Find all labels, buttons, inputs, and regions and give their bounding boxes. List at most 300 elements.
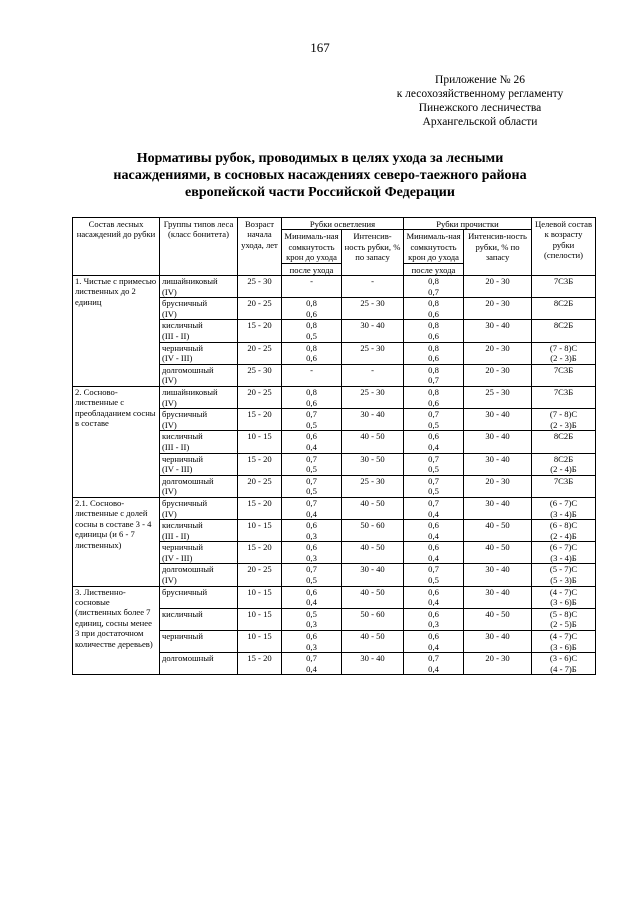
- thinning-intensity-cell: 30 - 40: [464, 586, 532, 608]
- header-target-composition: Целевой состав к возрасту рубки (спелости): [532, 218, 596, 276]
- target-composition-cell: [532, 431, 596, 453]
- clearing-density-cell-line: 0,6: [306, 431, 317, 442]
- thinning-density-cell: [404, 520, 464, 542]
- forest-type-cell-line: (IV - III): [162, 552, 193, 563]
- clearing-density-cell-line: -: [310, 276, 313, 287]
- target-composition-cell-line: [534, 309, 593, 320]
- target-composition-cell-line: [534, 486, 593, 497]
- header-min-density: Минималь-ная сомкнутость крон до ухода: [282, 230, 342, 263]
- target-composition-cell-line: 7С3Б: [553, 364, 574, 375]
- thinning-density-cell-line: 0,8: [428, 364, 439, 375]
- forest-type-cell: [160, 453, 238, 475]
- thinning-density-cell: [404, 298, 464, 320]
- forest-type-cell-line: лишайниковый: [162, 276, 218, 287]
- thinning-intensity-cell: 20 - 30: [464, 276, 532, 298]
- start-age-cell: 15 - 20: [238, 453, 282, 475]
- forest-type-cell: [160, 586, 238, 608]
- clearing-density-cell-line: 0,3: [306, 552, 317, 563]
- thinning-intensity-cell: 20 - 30: [464, 298, 532, 320]
- clearing-intensity-cell: -: [342, 364, 404, 386]
- forest-type-cell: [160, 386, 238, 408]
- forest-type-cell-line: (IV - III): [162, 464, 193, 475]
- clearing-density-cell-line: 0,4: [306, 597, 317, 608]
- forest-type-cell-line: [162, 619, 235, 630]
- thinning-intensity-cell: 20 - 30: [464, 364, 532, 386]
- title-line: европейской части Российской Федерации: [185, 185, 455, 200]
- clearing-density-cell-line: 0,3: [306, 641, 317, 652]
- forest-type-cell-line: (IV): [162, 286, 177, 297]
- thinning-density-cell-line: 0,4: [428, 597, 439, 608]
- thinning-density-cell: [404, 431, 464, 453]
- target-composition-cell-line: (7 - 8)С: [549, 342, 578, 353]
- clearing-density-cell: [282, 320, 342, 342]
- start-age-cell: 15 - 20: [238, 653, 282, 675]
- thinning-intensity-cell: 30 - 40: [464, 320, 532, 342]
- forest-type-cell: [160, 431, 238, 453]
- thinning-density-cell-line: 0,4: [428, 552, 439, 563]
- clearing-density-cell-line: 0,6: [306, 631, 317, 642]
- header-start-age: Возраст начала ухода, лет: [238, 218, 282, 276]
- forest-type-cell-line: (III - II): [162, 441, 190, 452]
- header-composition: Состав лесных насаждений до рубки: [73, 218, 160, 276]
- forest-type-cell: [160, 542, 238, 564]
- clearing-density-cell: [282, 564, 342, 586]
- appendix-line: к лесохозяйственному регламенту: [396, 88, 564, 100]
- thinning-density-cell-line: 0,6: [428, 631, 439, 642]
- target-composition-cell-line: (5 - 7)С: [549, 564, 578, 575]
- thinning-density-cell: [404, 542, 464, 564]
- forest-type-cell-line: долгомошный: [162, 475, 214, 486]
- table-row: [73, 276, 596, 298]
- table-header: [73, 218, 596, 276]
- clearing-intensity-cell: 30 - 40: [342, 653, 404, 675]
- clearing-density-cell: [282, 386, 342, 408]
- forest-type-cell: [160, 653, 238, 675]
- target-composition-cell: [532, 475, 596, 497]
- header-thinning: Рубки прочистки: [404, 218, 532, 230]
- clearing-density-cell: [282, 520, 342, 542]
- clearing-density-cell-line: 0,8: [306, 298, 317, 309]
- target-composition-cell: [532, 564, 596, 586]
- thinning-intensity-cell: 40 - 50: [464, 520, 532, 542]
- start-age-cell: 20 - 25: [238, 564, 282, 586]
- forest-type-cell: [160, 608, 238, 630]
- clearing-density-cell-line: 0,7: [306, 453, 317, 464]
- clearing-intensity-cell: 40 - 50: [342, 497, 404, 519]
- clearing-density-cell-line: 0,6: [306, 586, 317, 597]
- clearing-intensity-cell: 25 - 30: [342, 475, 404, 497]
- forest-type-cell-line: (IV): [162, 419, 177, 430]
- start-age-cell: 20 - 25: [238, 342, 282, 364]
- target-composition-cell-line: (5 - 8)С: [549, 608, 578, 619]
- clearing-density-cell: [282, 409, 342, 431]
- title-line: Нормативы рубок, проводимых в целях ухода за лесными: [136, 151, 504, 166]
- table-body: [73, 276, 596, 675]
- forest-type-cell: [160, 276, 238, 298]
- thinning-intensity-cell: 30 - 40: [464, 453, 532, 475]
- clearing-density-cell: [282, 453, 342, 475]
- target-composition-cell-line: 8С2Б: [553, 320, 574, 331]
- clearing-density-cell-line: 0,6: [306, 308, 317, 319]
- target-composition-cell-line: 8С2Б: [553, 298, 574, 309]
- forest-type-cell-line: кисличный: [162, 608, 203, 619]
- forest-type-cell-line: черничный: [162, 631, 203, 642]
- thinning-density-cell-line: 0,7: [428, 409, 439, 420]
- target-composition-cell-line: [534, 442, 593, 453]
- thinning-density-cell-line: 0,6: [428, 308, 439, 319]
- clearing-density-cell: [282, 342, 342, 364]
- start-age-cell: 20 - 25: [238, 298, 282, 320]
- forest-type-cell-line: (IV): [162, 397, 177, 408]
- forest-type-cell-line: брусничный: [162, 409, 208, 420]
- thinning-density-cell-line: 0,5: [428, 486, 439, 497]
- clearing-density-cell-line: 0,6: [306, 542, 317, 553]
- thinning-density-cell: [404, 608, 464, 630]
- clearing-intensity-cell: 30 - 40: [342, 320, 404, 342]
- title-line: насаждениями, в сосновых насаждениях северо-таежного района: [113, 168, 527, 183]
- thinning-intensity-cell: 40 - 50: [464, 542, 532, 564]
- thinning-density-cell-line: 0,6: [428, 608, 439, 619]
- thinning-intensity-cell: 30 - 40: [464, 564, 532, 586]
- target-composition-cell-line: [534, 375, 593, 386]
- forest-type-cell-line: [162, 642, 235, 653]
- appendix-line: Пинежского лесничества: [418, 102, 542, 114]
- clearing-density-cell-line: 0,7: [306, 497, 317, 508]
- target-composition-cell-line: [534, 331, 593, 342]
- clearing-intensity-cell: 40 - 50: [342, 431, 404, 453]
- clearing-density-cell: [282, 364, 342, 386]
- thinning-density-cell-line: 0,5: [428, 419, 439, 430]
- header-after-care: после ухода: [404, 263, 464, 275]
- thinning-density-cell: [404, 497, 464, 519]
- start-age-cell: 25 - 30: [238, 276, 282, 298]
- thinning-density-cell-line: 0,3: [428, 619, 439, 630]
- start-age-cell: 10 - 15: [238, 520, 282, 542]
- thinning-density-cell-line: 0,6: [428, 397, 439, 408]
- clearing-density-cell: [282, 298, 342, 320]
- clearing-density-cell-line: 0,8: [306, 342, 317, 353]
- clearing-density-cell-line: 0,5: [306, 575, 317, 586]
- thinning-density-cell: [404, 386, 464, 408]
- clearing-density-cell-line: 0,7: [306, 409, 317, 420]
- target-composition-cell-line: [534, 398, 593, 409]
- target-composition-cell: [532, 364, 596, 386]
- thinning-density-cell-line: 0,6: [428, 431, 439, 442]
- thinning-density-cell: [404, 631, 464, 653]
- document-title: [100, 150, 540, 201]
- forest-type-cell-line: (IV - III): [162, 353, 193, 364]
- appendix-note: [360, 73, 600, 129]
- header-forest-type: Группы типов леса (класс бонитета): [160, 218, 238, 276]
- start-age-cell: 10 - 15: [238, 631, 282, 653]
- target-composition-cell: [532, 320, 596, 342]
- forest-type-cell-line: (IV): [162, 486, 177, 497]
- thinning-intensity-cell: 20 - 30: [464, 475, 532, 497]
- target-composition-cell-line: (2 - 4)Б: [550, 530, 577, 541]
- forest-type-cell-line: (IV): [162, 308, 177, 319]
- clearing-density-cell-line: 0,6: [306, 397, 317, 408]
- forest-type-cell-line: (IV): [162, 508, 177, 519]
- appendix-line: Приложение № 26: [435, 74, 525, 86]
- start-age-cell: 25 - 30: [238, 364, 282, 386]
- clearing-density-cell-line: 0,4: [306, 441, 317, 452]
- header-clearing: Рубки осветления: [282, 218, 404, 230]
- thinning-intensity-cell: 40 - 50: [464, 608, 532, 630]
- target-composition-cell-line: 7С3Б: [553, 276, 574, 287]
- thinning-density-cell-line: 0,4: [428, 441, 439, 452]
- clearing-density-cell-line: 0,7: [306, 653, 317, 664]
- target-composition-cell-line: (3 - 6)Б: [550, 597, 577, 608]
- thinning-density-cell-line: 0,4: [428, 530, 439, 541]
- page-number: 167: [310, 40, 330, 55]
- start-age-cell: 20 - 25: [238, 386, 282, 408]
- thinning-density-cell-line: 0,5: [428, 464, 439, 475]
- target-composition-cell-line: 7С3Б: [553, 475, 574, 486]
- group-composition-cell: 3. Лиственно-сосновые (лиственных более 7 единиц, сосны менее 3 при достаточном количестве деревьев): [73, 586, 160, 675]
- target-composition-cell-line: [534, 287, 593, 298]
- clearing-density-cell-line: 0,3: [306, 530, 317, 541]
- thinning-density-cell-line: 0,4: [428, 508, 439, 519]
- target-composition-cell-line: (6 - 8)С: [549, 520, 578, 531]
- clearing-density-cell-line: 0,7: [306, 475, 317, 486]
- thinning-density-cell: [404, 364, 464, 386]
- forest-type-cell: [160, 364, 238, 386]
- forest-type-cell-line: брусничный: [162, 298, 208, 309]
- forest-type-cell-line: (III - II): [162, 331, 190, 341]
- clearing-density-cell-line: 0,7: [306, 564, 317, 575]
- clearing-density-cell-line: 0,4: [306, 663, 317, 674]
- clearing-density-cell-line: 0,5: [306, 331, 317, 341]
- forest-type-cell-line: долгомошный: [162, 564, 214, 575]
- forest-type-cell: [160, 520, 238, 542]
- target-composition-cell-line: (2 - 4)Б: [550, 464, 577, 475]
- thinning-density-cell: [404, 653, 464, 675]
- group-composition-cell: 1. Чистые с примесью лиственных до 2 единиц: [73, 276, 160, 387]
- start-age-cell: 15 - 20: [238, 320, 282, 342]
- clearing-density-cell: [282, 276, 342, 298]
- forest-type-cell-line: (III - II): [162, 530, 190, 541]
- clearing-density-cell: [282, 497, 342, 519]
- clearing-intensity-cell: 25 - 30: [342, 298, 404, 320]
- thinning-density-cell-line: 0,5: [428, 575, 439, 586]
- forest-type-cell: [160, 298, 238, 320]
- clearing-intensity-cell: -: [342, 276, 404, 298]
- header-min-density: Минималь-ная сомкнутость крон до ухода: [404, 230, 464, 263]
- thinning-density-cell: [404, 564, 464, 586]
- thinning-density-cell-line: 0,4: [428, 641, 439, 652]
- thinning-density-cell-line: 0,8: [428, 320, 439, 331]
- forest-type-cell-line: (IV): [162, 575, 177, 586]
- thinning-density-cell: [404, 475, 464, 497]
- target-composition-cell: [532, 653, 596, 675]
- thinning-density-cell-line: 0,7: [428, 497, 439, 508]
- target-composition-cell-line: (5 - 3)Б: [550, 575, 577, 586]
- header-intensity: Интенсив-ность рубки, % по запасу: [342, 230, 404, 276]
- clearing-density-cell-line: 0,6: [306, 520, 317, 531]
- clearing-density-cell-line: 0,5: [306, 608, 317, 619]
- target-composition-cell-line: (3 - 6)С: [549, 653, 578, 664]
- forest-type-cell: [160, 409, 238, 431]
- clearing-density-cell: [282, 586, 342, 608]
- clearing-intensity-cell: 40 - 50: [342, 542, 404, 564]
- target-composition-cell-line: (4 - 7)Б: [550, 663, 577, 674]
- target-composition-cell: [532, 542, 596, 564]
- forest-type-cell-line: долгомошный: [162, 653, 214, 664]
- clearing-density-cell: [282, 475, 342, 497]
- thinning-density-cell-line: 0,6: [428, 331, 439, 341]
- clearing-intensity-cell: 40 - 50: [342, 586, 404, 608]
- forest-type-cell-line: брусничный: [162, 497, 208, 508]
- clearing-intensity-cell: 50 - 60: [342, 608, 404, 630]
- thinning-density-cell-line: 0,8: [428, 386, 439, 397]
- thinning-density-cell-line: 0,7: [428, 375, 439, 386]
- clearing-density-cell-line: 0,5: [306, 464, 317, 475]
- clearing-density-cell: [282, 608, 342, 630]
- clearing-intensity-cell: 40 - 50: [342, 631, 404, 653]
- forest-type-cell-line: черничный: [162, 342, 203, 353]
- clearing-intensity-cell: 25 - 30: [342, 386, 404, 408]
- target-composition-cell-line: (2 - 3)Б: [550, 419, 577, 430]
- clearing-density-cell: [282, 542, 342, 564]
- start-age-cell: 20 - 25: [238, 475, 282, 497]
- target-composition-cell: [532, 586, 596, 608]
- forest-type-cell-line: кисличный: [162, 431, 203, 442]
- thinning-density-cell-line: 0,8: [428, 298, 439, 309]
- target-composition-cell-line: (3 - 6)Б: [550, 641, 577, 652]
- thinning-density-cell-line: 0,6: [428, 586, 439, 597]
- clearing-density-cell: [282, 631, 342, 653]
- clearing-density-cell-line: 0,3: [306, 619, 317, 630]
- norms-table: [72, 217, 596, 675]
- target-composition-cell: [532, 453, 596, 475]
- target-composition-cell-line: 8С2Б: [553, 453, 574, 464]
- thinning-density-cell: [404, 320, 464, 342]
- clearing-density-cell: [282, 653, 342, 675]
- forest-type-cell: [160, 342, 238, 364]
- forest-type-cell: [160, 564, 238, 586]
- thinning-density-cell-line: 0,6: [428, 520, 439, 531]
- header-row: [73, 218, 596, 230]
- thinning-density-cell: [404, 453, 464, 475]
- thinning-density-cell-line: 0,7: [428, 475, 439, 486]
- thinning-intensity-cell: 30 - 40: [464, 409, 532, 431]
- start-age-cell: 15 - 20: [238, 497, 282, 519]
- target-composition-cell-line: (6 - 7)С: [549, 497, 578, 508]
- clearing-density-cell-line: [284, 375, 339, 386]
- group-composition-cell: 2.1. Сосново-лиственные с долей сосны в составе 3 - 4 единицы (и 6 - 7 лиственных): [73, 497, 160, 586]
- thinning-density-cell-line: 0,7: [428, 453, 439, 464]
- header-after-care: после ухода: [282, 263, 342, 275]
- forest-type-cell-line: долгомошный: [162, 364, 214, 375]
- clearing-density-cell-line: 0,8: [306, 320, 317, 331]
- thinning-density-cell: [404, 586, 464, 608]
- thinning-density-cell-line: 0,8: [428, 342, 439, 353]
- target-composition-cell: [532, 298, 596, 320]
- thinning-intensity-cell: 30 - 40: [464, 631, 532, 653]
- start-age-cell: 10 - 15: [238, 608, 282, 630]
- clearing-density-cell-line: 0,5: [306, 486, 317, 497]
- target-composition-cell-line: (4 - 7)С: [549, 631, 578, 642]
- forest-type-cell: [160, 497, 238, 519]
- target-composition-cell: [532, 409, 596, 431]
- target-composition-cell: [532, 520, 596, 542]
- thinning-density-cell-line: 0,7: [428, 564, 439, 575]
- target-composition-cell-line: (7 - 8)С: [549, 409, 578, 420]
- thinning-density-cell-line: 0,6: [428, 542, 439, 553]
- clearing-density-cell-line: 0,5: [306, 419, 317, 430]
- thinning-density-cell-line: 0,4: [428, 663, 439, 674]
- thinning-intensity-cell: 25 - 30: [464, 386, 532, 408]
- target-composition-cell-line: (4 - 7)С: [549, 586, 578, 597]
- thinning-density-cell-line: 0,8: [428, 276, 439, 287]
- clearing-intensity-cell: 25 - 30: [342, 342, 404, 364]
- appendix-line: Архангельской области: [422, 116, 538, 128]
- thinning-density-cell-line: 0,7: [428, 286, 439, 297]
- target-composition-cell: [532, 342, 596, 364]
- forest-type-cell-line: (IV): [162, 375, 177, 386]
- start-age-cell: 10 - 15: [238, 586, 282, 608]
- target-composition-cell: [532, 386, 596, 408]
- target-composition-cell: [532, 631, 596, 653]
- forest-type-cell: [160, 475, 238, 497]
- target-composition-cell-line: 7С3Б: [553, 386, 574, 397]
- table-row: [73, 386, 596, 408]
- thinning-intensity-cell: 20 - 30: [464, 342, 532, 364]
- clearing-density-cell-line: 0,8: [306, 386, 317, 397]
- target-composition-cell-line: (2 - 3)Б: [550, 353, 577, 364]
- thinning-density-cell-line: 0,7: [428, 653, 439, 664]
- table-row: [73, 586, 596, 608]
- clearing-density-cell-line: -: [310, 364, 313, 375]
- clearing-density-cell: [282, 431, 342, 453]
- clearing-density-cell-line: [284, 287, 339, 298]
- thinning-density-cell: [404, 276, 464, 298]
- thinning-density-cell: [404, 409, 464, 431]
- forest-type-cell-line: кисличный: [162, 320, 203, 331]
- thinning-intensity-cell: 20 - 30: [464, 653, 532, 675]
- forest-type-cell-line: [162, 664, 235, 675]
- clearing-intensity-cell: 50 - 60: [342, 520, 404, 542]
- thinning-intensity-cell: 30 - 40: [464, 497, 532, 519]
- start-age-cell: 10 - 15: [238, 431, 282, 453]
- target-composition-cell: [532, 608, 596, 630]
- forest-type-cell-line: кисличный: [162, 520, 203, 531]
- forest-type-cell-line: черничный: [162, 453, 203, 464]
- table-row: [73, 497, 596, 519]
- target-composition-cell-line: (3 - 4)Б: [550, 508, 577, 519]
- forest-type-cell-line: лишайниковый: [162, 386, 218, 397]
- forest-type-cell-line: черничный: [162, 542, 203, 553]
- forest-type-cell-line: брусничный: [162, 586, 208, 597]
- target-composition-cell-line: 8С2Б: [553, 431, 574, 442]
- target-composition-cell: [532, 276, 596, 298]
- group-composition-cell: 2. Сосново-лиственные с преобладанием сосны в составе: [73, 386, 160, 497]
- clearing-intensity-cell: 30 - 50: [342, 453, 404, 475]
- thinning-intensity-cell: 30 - 40: [464, 431, 532, 453]
- clearing-density-cell-line: 0,4: [306, 508, 317, 519]
- start-age-cell: 15 - 20: [238, 409, 282, 431]
- target-composition-cell-line: (2 - 5)Б: [550, 619, 577, 630]
- target-composition-cell-line: (6 - 7)С: [549, 542, 578, 553]
- header-intensity: Интенсив-ность рубки, % по запасу: [464, 230, 532, 276]
- thinning-density-cell: [404, 342, 464, 364]
- clearing-intensity-cell: 30 - 40: [342, 564, 404, 586]
- thinning-density-cell-line: 0,6: [428, 353, 439, 364]
- forest-type-cell-line: [162, 597, 235, 608]
- target-composition-cell: [532, 497, 596, 519]
- forest-type-cell: [160, 320, 238, 342]
- clearing-density-cell-line: 0,6: [306, 353, 317, 364]
